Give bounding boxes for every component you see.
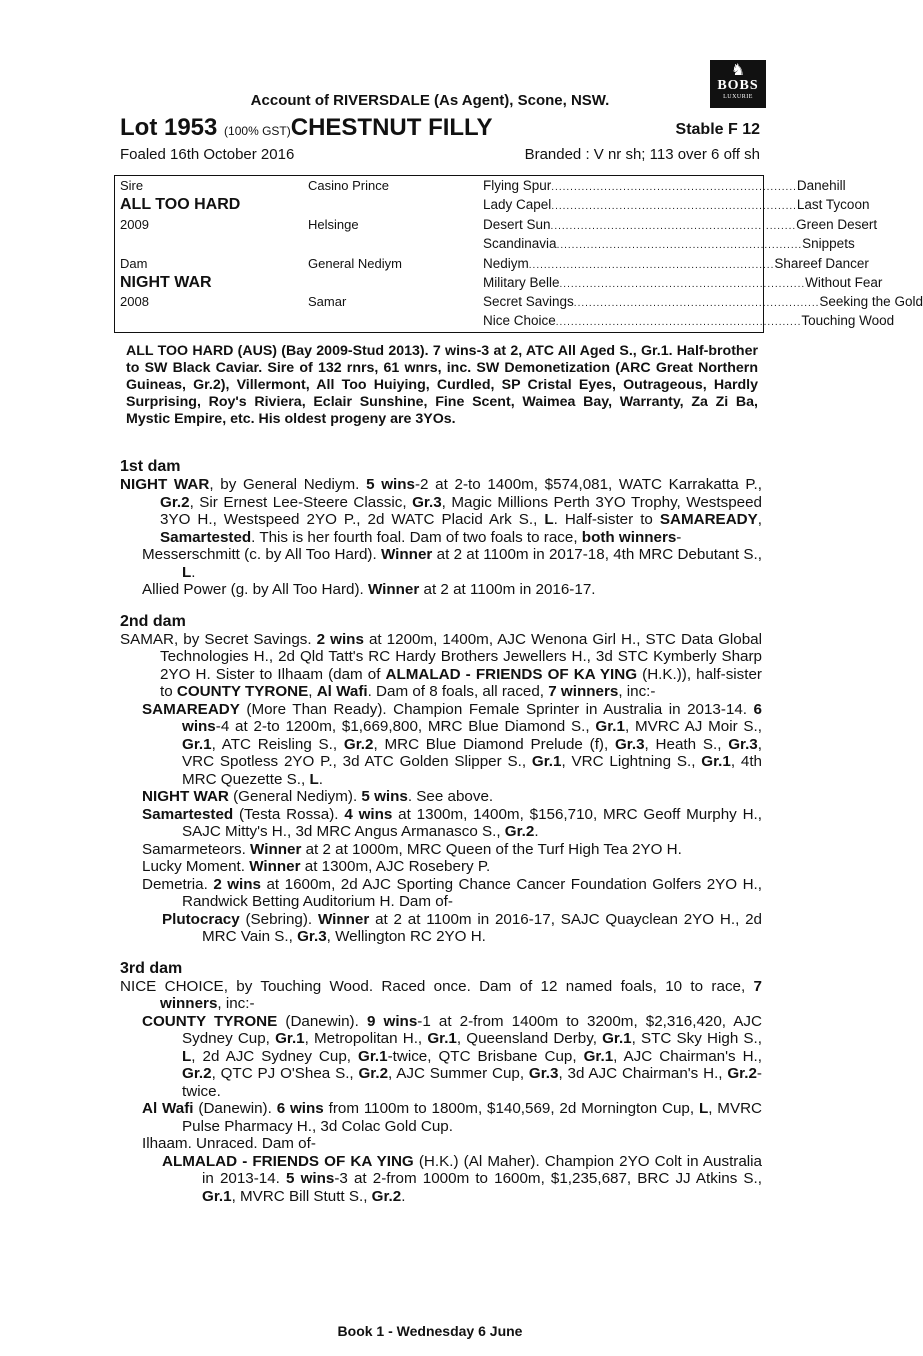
brand-marks: Branded : V nr sh; 113 over 6 off sh (524, 146, 760, 163)
pedigree-paragraph: NIGHT WAR, by General Nediym. 5 wins-2 at 2-to 1400m, $574,081, WATC Karrakatta P., Gr.2, Sir Ernest Lee-Steere Classic, Gr.3, Magic Millions Perth 3YO Trophy, Westspeed 3YO H., Westspeed 2YO P., 2d WATC Placid Ark S., L. Half-sister to SAMAREADY, Samartested. This is her fourth foal. Dam of two foals to race, both winners- (120, 476, 762, 546)
gen3-horse: Secret Savings (483, 294, 574, 309)
pedigree-gen3-row: Scandinavia ................................................................. Snippets (483, 236, 855, 251)
pedigree-paragraph: SAMAREADY (More Than Ready). Champion Female Sprinter in Australia in 2013-14. 6 wins-4 at 2-to 1200m, $1,669,800, MRC Blue Diamond S., Gr.1, MVRC AJ Moir S., Gr.1, ATC Reisling S., Gr.2, MRC Blue Diamond Prelude (f), Gr.3, Heath S., Gr.3, VRC Spotless 2YO P., 3d ATC Golden Slipper S., Gr.1, VRC Lightning S., Gr.1, 4th MRC Quezette S., L. (142, 700, 762, 788)
dam-section (120, 458, 762, 599)
gen3-horse: Scandinavia (483, 236, 557, 251)
gen3-dam-sire: Danehill (796, 178, 846, 193)
pedigree-paragraph: Samartested (Testa Rossa). 4 wins at 1300m, 1400m, $156,710, MRC Geoff Murphy H., SAJC Mitty's H., 3d MRC Angus Armanasco S., Gr.2. (142, 805, 762, 840)
pedigree-paragraph: Al Wafi (Danewin). 6 wins from 1100m to 1800m, $140,569, 2d Mornington Cup, L, MVRC Pulse Pharmacy H., 3d Colac Gold Cup. (142, 1100, 763, 1135)
dam-label: Dam (120, 256, 148, 271)
gen3-horse: Nice Choice (483, 313, 556, 328)
pedigree-gen3-row: Secret Savings ................................................................. Seeking the Gold (483, 294, 923, 309)
pedigree-paragraph: SAMAR, by Secret Savings. 2 wins at 1200m, 1400m, AJC Wenona Girl H., STC Data Global Technologies H., 2d Qld Tatt's RC Hardy Brothers Jewellers H., 3d STC Kymberly Sharp 2YO H. Sister to Ilhaam (dam of ALMALAD - FRIENDS OF KA YING (H.K.)), half-sister to COUNTY TYRONE, Al Wafi. Dam of 8 foals, all raced, 7 winners, inc:- (120, 630, 762, 700)
gen3-dam-sire: Last Tycoon (796, 197, 870, 212)
sire-label: Sire (120, 178, 144, 193)
pedigree-paragraph: COUNTY TYRONE (Danewin). 9 wins-1 at 2-from 1400m to 3200m, $2,316,420, AJC Sydney Cup, Gr.1, Metropolitan H., Gr.1, Queensland Derby, Gr.1, STC Sky High S., L, 2d AJC Sydney Cup, Gr.1-twice, QTC Brisbane Cup, Gr.1, AJC Chairman's H., Gr.2, QTC PJ O'Shea S., Gr.2, AJC Summer Cup, Gr.3, 3d AJC Chairman's H., Gr.2-twice. (142, 1012, 762, 1100)
gen3-dam-sire: Without Fear (805, 275, 883, 290)
gst-note: (100% GST) (224, 124, 291, 138)
pedigree-paragraph: Ilhaam. Unraced. Dam of- (142, 1135, 316, 1152)
dam-name: NIGHT WAR (120, 274, 212, 291)
logo-subtitle: LUXURIE (723, 94, 753, 100)
gen3-dam-sire: Green Desert (796, 217, 878, 232)
pedigree-paragraph: Allied Power (g. by All Too Hard). Winner at 2 at 1100m in 2016-17. (142, 581, 596, 598)
pedigree-gen3-row: Desert Sun ................................................................. Green Desert (483, 217, 878, 232)
gen3-dam-sire: Seeking the Gold (819, 294, 923, 309)
gen3-horse: Lady Capel (483, 197, 552, 212)
dam-sire: General Nediym (308, 256, 402, 271)
section-heading: 3rd dam (120, 959, 183, 977)
pedigree-paragraph: Plutocracy (Sebring). Winner at 2 at 1100m in 2016-17, SAJC Quayclean 2YO H., 2d MRC Vain S., Gr.3, Wellington RC 2YO H. (162, 910, 763, 945)
pedigree-gen3-row: Lady Capel ................................................................. Last Tycoon (483, 197, 870, 212)
dam-year: 2008 (120, 294, 149, 309)
dam-dam: Samar (308, 294, 347, 309)
pedigree-paragraph: Samarmeteors. Winner at 2 at 1000m, MRC Queen of the Turf High Tea 2YO H. (142, 840, 682, 858)
sire-dam: Helsinge (308, 217, 359, 232)
lot-number: Lot 1953 (120, 114, 218, 141)
gen3-dam-sire: Shareef Dancer (774, 256, 869, 271)
pedigree-table (114, 175, 923, 333)
lot-heading (120, 114, 493, 142)
logo-name: BOBS (717, 78, 759, 93)
lot-title: CHESTNUT FILLY (290, 114, 493, 141)
horse-rider-icon: ♞ (730, 62, 746, 79)
gen3-dam-sire: Touching Wood (801, 313, 895, 328)
sire-name: ALL TOO HARD (120, 196, 241, 213)
pedigree-gen3-row: Nediym ................................................................. Shareef Dancer (483, 256, 869, 271)
family-details (120, 458, 762, 1205)
sire-sire: Casino Prince (308, 178, 389, 193)
dam-section (120, 960, 762, 1206)
stable-number: Stable F 12 (675, 121, 760, 138)
section-heading: 1st dam (120, 458, 181, 475)
pedigree-paragraph: Messerschmitt (c. by All Too Hard). Winner at 2 at 1100m in 2017-18, 4th MRC Debutant S., L. (142, 546, 762, 581)
section-heading: 2nd dam (120, 612, 186, 630)
pedigree-gen3-row: Military Belle ................................................................. Without Fear (483, 275, 883, 290)
gen3-dam-sire: Snippets (802, 236, 855, 251)
dam-section (120, 613, 762, 946)
gen3-horse: Flying Spur (483, 178, 552, 193)
pedigree-paragraph: NICE CHOICE, by Touching Wood. Raced once. Dam of 12 named foals, 10 to race, 7 winners, inc:- (120, 977, 762, 1012)
sire-year: 2009 (120, 217, 149, 232)
gen3-horse: Nediym (483, 256, 529, 271)
pedigree-gen3-row: Nice Choice ................................................................. Touching Wood (483, 313, 895, 328)
page-footer: Book 1 - Wednesday 6 June (337, 1323, 523, 1339)
foaled-date: Foaled 16th October 2016 (120, 146, 295, 163)
gen3-horse: Desert Sun (483, 217, 551, 232)
sire-summary: ALL TOO HARD (AUS) (Bay 2009-Stud 2013). 7 wins-3 at 2, ATC All Aged S., Gr.1. Half-brother to SW Black Caviar. Sire of 132 rnrs, 61 wnrs, inc. SW Demonetization (ARC Great Northern Guineas, Gr.2), Villermont, All Too Huiying, Curdled, SP Cristal Eyes, Outrageous, Hardly Surprising, Roy's Riviera, Eclair Sunshine, Fine Scent, Waimea Bay, Warranty, Za Zi Ba, Mystic Empire, etc. His oldest progeny are 3YOs. (126, 343, 758, 427)
gen3-horse: Military Belle (483, 275, 560, 290)
pedigree-paragraph: NIGHT WAR (General Nediym). 5 wins. See above. (142, 788, 494, 805)
pedigree-paragraph: Demetria. 2 wins at 1600m, 2d AJC Sporting Chance Cancer Foundation Golfers 2YO H., Randwick Betting Auditorium H. Dam of- (142, 875, 762, 910)
vendor-account: Account of RIVERSDALE (As Agent), Scone, NSW. (250, 92, 610, 109)
pedigree-paragraph: Lucky Moment. Winner at 1300m, AJC Rosebery P. (142, 858, 491, 875)
pedigree-paragraph: ALMALAD - FRIENDS OF KA YING (H.K.) (Al Maher). Champion 2YO Colt in Australia in 2013-14. 5 wins-3 at 2-from 1000m to 1600m, $1,235,687, BRC JJ Atkins S., Gr.1, MVRC Bill Stutt S., Gr.2. (162, 1152, 762, 1205)
pedigree-gen3-row: Flying Spur ................................................................. Danehill (483, 178, 846, 193)
